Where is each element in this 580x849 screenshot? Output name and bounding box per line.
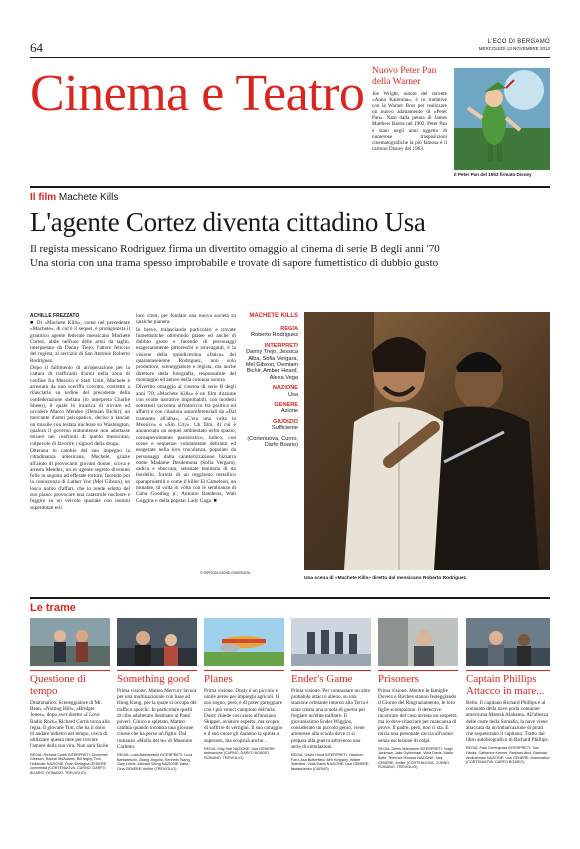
divider [378, 670, 458, 671]
trama-title: Ender's Game [291, 673, 353, 685]
trame-heading: Le trame [30, 602, 76, 614]
paper-name: L'ECO DI BERGAMO [487, 39, 550, 45]
trama-item [117, 670, 197, 771]
thumb-planes [204, 618, 284, 666]
article-deck-2: Una storia con una trama spesso improbabile e trovate di sapore fumettistico di dubbio gusto [30, 257, 439, 269]
copyright: © RIPRODUZIONE RISERVATA [200, 571, 251, 575]
trama-body: Prima visione. Dusty è un piccolo e umile aereo per impieghi agricoli. Il suo sogno, però, è di poter gareggiare con i più veloci campioni dell'aria. Dusty chiede così aiuto all'anziano Skipper, aviatore esperto, ma scopre di soffrire di vertigini. Il suo coraggio e il suo cuore gli daranno la spinta a superarsi, ma scoprirà anche... [204, 688, 283, 744]
thumb-enders-game [291, 618, 371, 666]
trama-body: Prima visione. Matteo Mercury lavora per una multinazionale con base ad Hong Kong, per la quale si occupa del traffico sporchi. In particolare quelli di cibo adulterato destinato ai Paesi poveri. Cinico e spietato, Matteo cambia quando incontra una giovane cinese che ha perso un figlio. Dal romanzo «Mafia del te» di Massimo Carlotto. [117, 688, 197, 750]
paragraph: ■ Di «Machete Kills», come nel precedente «Machete», di cui è il sequel, è protagonista il granitico agente federale messicano Machete Cortez, abile nell'uso delle armi da taglio, interpretato da Danny Trejo, l'attore feticcio del regista, al servizio di San Antonio Roberto Rodriguez. [30, 320, 130, 364]
page-number: 64 [30, 40, 43, 55]
divider [291, 670, 371, 671]
trama-body: Bello. Il capitano Richard Phillips è al comando della nave porta container americana Maersk Alabama. All'altezza delle coste della Somalia, la nave viene attaccata da un'imbarcazione di pirati che sequestrano il capitano. Tratto dal libro autobiografico di Richard Phillips. [466, 700, 549, 744]
divider [204, 670, 284, 671]
section-rule [30, 186, 550, 188]
article-deck-1: Il regista messicano Rodriguez firma un divertito omaggio al cinema di serie B degli anni '70 [30, 243, 440, 255]
paragraph: Ottenuta in cambio del suo impegno la cittadinanza americana, Machete, grazie all'aiuto di provocanti giovani donne, scova e arresta Mendez, un ex agente segreto divenuto folle in seguito ad efferate torture, facendo poi la conoscenza di Luther Voz (Mel Gibson), un losco uomo d'affari, che lo rende edotto del suo piano: provocare una catastrofe nucleare e fuggire su un veicolo spaziale con uomini superdotati ed i [30, 447, 130, 511]
article-headline: L'agente Cortez diventa cittadino Usa [30, 207, 426, 237]
sidebar-body: Joe Wright, autore del recente «Anna Karenina», è in trattative con la Warner Bros per realizzare un nuovo adattamento di «Peter Pan». Nato dalla penna di James Matthew Barrie nel 1902, Peter Pan è stato negli anni oggetto di numerose trasposizioni cinematografiche la più famosa è il cartoon Disney del 1963. [372, 91, 447, 152]
paragraph: loro cloni, per fondare una nuova società su qualche pianeta. [136, 313, 236, 326]
schedule-item: NAZIONE Usa [272, 385, 298, 398]
film-schedule [240, 313, 298, 453]
divider [117, 670, 197, 671]
schedule-item: REGIA Roberto Rodriguez [251, 326, 298, 339]
trama-credits: REGIA: Luca Barbareschi INTERPRETI: Luca Barbareschi, Zhang Jingchu, Kenneth Tsang, Gary Lewis, Michael Wong NAZIONE: Italia, Cina GENERE: thriller (TREVIGLIO) [117, 753, 193, 771]
trama-title: Planes [204, 673, 233, 685]
article-column-1 [30, 320, 130, 512]
article-column-2 [136, 313, 236, 505]
trama-body: Prima visione. Per contrastare un altro probabile attacco alieno, su una stazione orbitante intorno alla Terra è stata creata una scuola di guerra per forgiare un'élite militare. Il giovanissimo Ender Wiggins, considerato un piccolo genio, viene ammesso alla scuola dove ci si prepara alla guerra attraverso una serie di simulazioni. [291, 688, 371, 750]
trama-title: Captain Phillips Attacco in mare... [466, 673, 545, 697]
peter-pan-image [454, 68, 550, 170]
section-title: Cinema e Teatro [30, 65, 365, 122]
trama-item [30, 670, 110, 776]
trama-item [204, 670, 284, 761]
thumb-something-good [117, 618, 197, 666]
trama-title: Questione di tempo [30, 673, 86, 697]
kicker-subject: Machete Kills [58, 192, 119, 203]
divider [466, 670, 550, 671]
paragraph: Divertito omaggio al cinema di serie B degli anni '70, «Machete Kills» è un film d'azione con svolte narrative improbabili, con modesti sottotesti (accenni all'intreccio fra politica ed affari) e con citazioni autoreferenziali da «Dal tramonto all'alba», «C'era una volta in Messico» e «Sin City». Un film, di cui è annunciato un sequel ambientato nello spazio, consapevolmente parossistico, ludico, con scene e sequenze volutamente deliranti ed esagerate nella loro truculenza, popolato da personaggi dalla caratterizzazione bizzarra come Madame Desdemona (Sofia Vergara), sadica e sboccata, sensuale tenutaria di un bordello, fornita di un reggiseno metallico sparaproiettili o come il killer El Cameleon, un mutante, di volta in volta con le sembianze di Cuba Gooding jr., Antonio Banderas, Walt Goggins e della popstar Lady Gaga. ■ [136, 384, 236, 504]
kicker-tag: Il film [30, 192, 57, 203]
main-caption: Una scena di «Machete Kills» diretto dal messicano Roberto Rodriguez [304, 576, 467, 581]
trama-body: Drammatico. Sceneggiatore di Mr. Bean, «Notting Hill», «Bridget Jones», dopo aver diretto «I Love Radio Rock» Richard Curtis torna alla regia. Il giovane Tim, che ha il dono di andare indietro nel tempo, cerca di utilizzare questa dote per trovare l'amore della sua vita. Non sarà facile. [30, 700, 110, 750]
trama-item [378, 670, 458, 770]
paragraph: Dopo il fallimento di un'operazione per la cattura di trafficanti d'armi nella zona di confine fra Messico e Stati Uniti, Machete è arrestato da uno sceriffo corrotto, costretto a rilasciarlo su ordine del presidente della confederazione stellata (lo interpreta Charlie Sheen), il quale lo incarica di trovare ed uccidere Marco Mendez (Demian Bichir), un mercante d'armi psicopatico, deciso a lanciar un missile con testata nucleare su Washington, qualora il governo statunitense non adottasse misure nei confronti di quello messicano, colpevole di favorire i signori della droga. [30, 365, 130, 447]
trama-credits: REGIA: Paul Greengrass INTERPRETI: Tom Hanks, Catherine Keener, Barkhad Abdi, Barkhad Abdirahman NAZIONE: Usa GENERE: drammatico (CORTENUOVA, DARFO BOARIO) [466, 746, 550, 765]
header-rule [30, 57, 550, 58]
trame-rule [30, 597, 550, 599]
divider [30, 670, 110, 671]
schedule-item: GENERE Azione [274, 402, 298, 415]
sidebar-headline: Nuovo Peter Pan della Warner [372, 66, 437, 87]
schedule-title: MACHETE KILLS [249, 313, 298, 319]
sidebar-caption: Il Peter Pan del 1953 firmato Disney [454, 172, 532, 177]
thumb-captain-phillips [466, 618, 550, 666]
trama-credits: REGIA: Richard Curtis INTERPRETI: Domhnall Gleeson, Rachel McAdams, Bill Nighy, Tom Hollander NAZIONE: Gran Bretagna GENERE: commedia (CORTENUOVA, CURNO, DARFO BOARIO, ROMANO, TREVIGLIO) [30, 752, 108, 775]
byline: ACHILLE FREZZATO [30, 313, 80, 319]
trama-item [291, 670, 371, 771]
sidebar-box [372, 66, 550, 184]
thumb-prisoners [378, 618, 458, 666]
trama-title: Prisoners [378, 673, 419, 685]
paragraph: In breve, tralasciando particolari e trovate fumettistiche oltremodo platee ed anche di dubbio gusto e facendo di personaggi esageratamente pittoreschi e stravaganti, è la visione della quindicesima «fatica» del quarantaseienne Rodriguez, non solo produttore, sceneggiatore e regista, ma anche direttore della fotografia, responsabile del montaggio ed autore della colonna sonora. [136, 326, 236, 383]
trama-credits: REGIA: Denis Villeneuve INTERPRETI: Hugh Jackman, Jake Gyllenhaal, Viola Davis, Maria Bello, Terrence Howard NAZIONE: Usa GENERE: thriller (CORTENUOVA, CURNO, ROMANO, TREVIGLIO) [378, 746, 453, 770]
trama-credits: REGIA: Klay Hall NAZIONE: Usa GENERE: animazione (CURNO, DARFO BOARIO, ROMANO, TREVIGLIO) [204, 746, 276, 761]
machete-kills-photo [304, 312, 550, 570]
schedule-cinemas: (Cortenuova, Curno, Darfo Boario) [247, 435, 298, 449]
trama-credits: REGIA: Gavin Hood INTERPRETI: Harrison Ford, Asa Butterfield, Ben Kingsley, Hailee Steinfeld, Viola Davis NAZIONE: Usa GENERE: fantascienza (CURNO) [291, 753, 370, 771]
trama-body: Prima visione. Mentre le famiglie Dovers e Birches stanno festeggiando il Giorno del Ringraziamento, le loro figlie scompaiono. Il detective incaricato del caso arresta un sospetto, ma lo deve rilasciare per mancanza di prove. Il padre, però, non ci sta. E inizia una personale caccia all'uomo senza esclusione di colpi. [378, 688, 458, 744]
trama-item [466, 670, 550, 765]
trama-title: Something good [117, 673, 190, 685]
issue-date: MERCOLEDÌ 13 NOVEMBRE 2013 [478, 46, 550, 51]
schedule-item: GIUDIZIO Sufficiente [271, 418, 298, 432]
kicker [30, 192, 118, 203]
schedule-item: INTERPRETI Danny Trejo, Jessica Alba, Sofia Vergara, Mel Gibson, Demiam Bichir, Amber Heard, Alexa Vega [245, 342, 298, 381]
thumb-questione-di-tempo [30, 618, 110, 666]
